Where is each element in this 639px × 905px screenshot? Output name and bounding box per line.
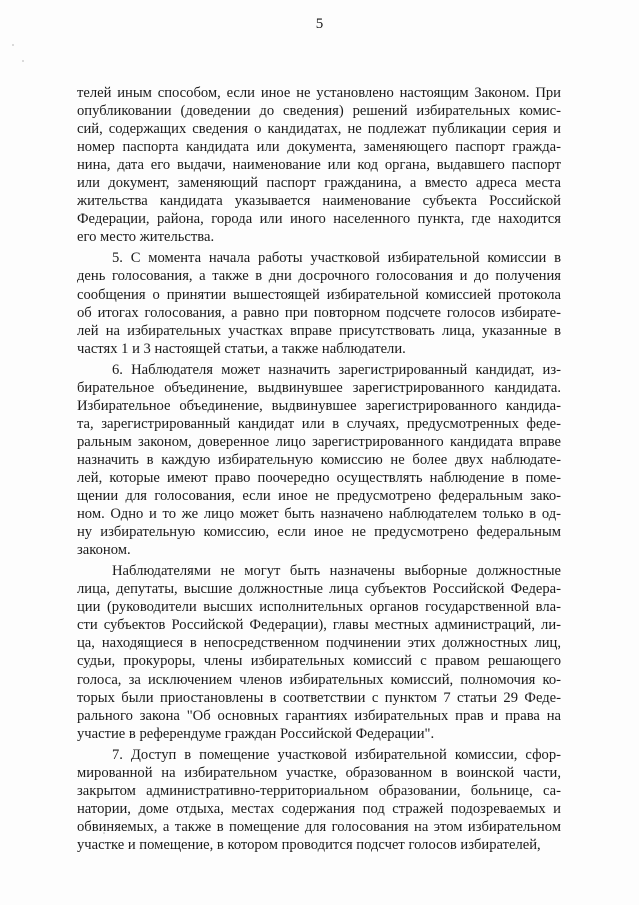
- scan-artifact-dot: [22, 60, 24, 62]
- paragraph: [77, 559, 561, 742]
- text-line: Наблюдателями не могут быть назначены выборные должностные: [112, 563, 561, 580]
- text-line: день голосования, а также в дни досрочного голосования и до получения: [77, 268, 561, 285]
- text-line: 7. Доступ в помещение участковой избирательной комиссии, сфор-: [112, 746, 561, 763]
- text-line: назначить в каждую избирательную комиссию не более двух наблюдате-: [77, 451, 561, 468]
- text-line: номер паспорта кандидата или документа, заменяющего паспорт гражда-: [77, 139, 561, 156]
- text-line: сти субъектов Российской Федерации), главы местных администраций, ли-: [77, 617, 561, 634]
- body-text: [77, 84, 561, 854]
- text-line: мированной на избирательном участке, образованном в воинской части,: [77, 764, 561, 781]
- text-line: жительства кандидата указывается наименование субъекта Российской: [77, 193, 561, 210]
- text-line: сий, содержащих сведения о кандидатах, не подлежат публикации серия и: [77, 121, 561, 138]
- text-line: лица, депутаты, высшие должностные лица субъектов Российской Федера-: [77, 581, 561, 598]
- text-line: или документ, заменяющий паспорт гражданина, а вместо адреса места: [77, 175, 561, 192]
- text-line: лей, которые имеют право поочередно осуществлять наблюдение в поме-: [77, 469, 561, 486]
- text-line: обвиняемых, а также в помещение для голосования на этом избирательном: [77, 818, 561, 835]
- paragraph: [77, 358, 561, 560]
- text-line: об итогах голосования, а равно при повторном подсчете голосов избирате-: [77, 304, 561, 321]
- text-line: 6. Наблюдателя может назначить зарегистрированный кандидат, из-: [112, 361, 561, 378]
- text-line: голоса, за исключением членов избирательных комиссий, полномочия ко-: [77, 671, 561, 688]
- text-line: натории, доме отдыха, местах содержания под стражей подозреваемых и: [77, 800, 561, 817]
- text-line: участие в референдуме граждан Российской Федерации".: [77, 725, 435, 742]
- text-line: закрытом административно-территориальном образовании, больнице, са-: [77, 782, 561, 799]
- text-line: ном. Одно и то же лицо может быть назначено наблюдателем только в од-: [77, 506, 561, 523]
- paragraph: [77, 743, 561, 854]
- text-line: рального закона "Об основных гарантиях избирательных прав и права на: [77, 707, 561, 724]
- text-line: торых были приостановлены в соответствии с пунктом 7 статьи 29 Феде-: [77, 689, 561, 706]
- paragraph: [77, 246, 561, 357]
- text-line: опубликовании (доведении до сведения) решений избирательных комис-: [77, 103, 561, 120]
- text-line: ну избирательную комиссию, если иное не предусмотрено федеральным: [77, 524, 561, 541]
- text-line: участке и помещение, в котором проводится подсчет голосов избирателей,: [77, 836, 541, 853]
- text-line: телей иным способом, если иное не установлено настоящим Законом. При: [77, 85, 561, 101]
- text-line: ральным законом, доверенное лицо зарегистрированного кандидата вправе: [77, 433, 561, 450]
- text-line: сообщения о принятии вышестоящей избирательной комиссией протокола: [77, 286, 561, 303]
- text-line: лей на избирательных участках вправе присутствовать лица, указанные в: [77, 322, 561, 339]
- text-line: нина, дата его выдачи, наименование или код органа, выдавшего паспорт: [77, 157, 561, 174]
- text-line: его место жительства.: [77, 229, 215, 246]
- page-number: 5: [315, 16, 324, 32]
- text-line: законом.: [77, 542, 131, 559]
- text-line: Избирательное объединение, выдвинувшее зарегистрированного кандида-: [77, 397, 561, 414]
- text-line: частях 1 и 3 настоящей статьи, а также наблюдатели.: [77, 340, 406, 357]
- text-line: ца, находящиеся в непосредственном подчинении этих должностных лиц,: [77, 635, 561, 652]
- text-line: судьи, прокуроры, члены избирательных комиссий с правом решающего: [77, 653, 561, 670]
- text-line: щении для голосования, если иное не предусмотрено федеральным зако-: [77, 488, 561, 505]
- scan-artifact-dot: [12, 44, 14, 46]
- text-line: ции (руководители высших исполнительных органов государственной вла-: [77, 599, 561, 616]
- text-line: 5. С момента начала работы участковой избирательной комиссии в: [112, 250, 561, 267]
- text-line: Федерации, района, города или иного населенного пункта, где находится: [77, 211, 561, 228]
- paragraph: [77, 84, 561, 246]
- text-line: бирательное объединение, выдвинувшее зарегистрированного кандидата.: [77, 379, 561, 396]
- text-line: та, зарегистрированный кандидат или в случаях, предусмотренных феде-: [77, 415, 561, 432]
